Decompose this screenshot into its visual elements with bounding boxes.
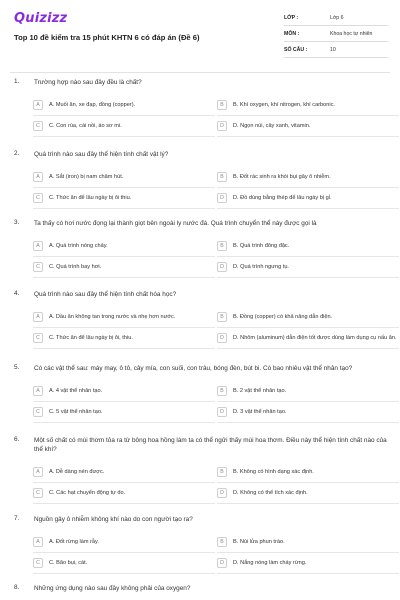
option-letter-box: D xyxy=(217,488,227,498)
option-text: D. Ngọn núi, cây xanh, vitamin. xyxy=(233,122,311,129)
option-text: C. Quá trình bay hơi. xyxy=(49,263,102,270)
meta-label: SỐ CÂU : xyxy=(284,46,308,53)
question-item xyxy=(0,364,400,436)
worksheet-title: Top 10 đề kiểm tra 15 phút KHTN 6 có đáp án (Đề 6) xyxy=(14,33,200,42)
option-text: D. 3 vật thể nhân tạo. xyxy=(233,408,287,415)
option-text: A. Dễ dàng nén được. xyxy=(49,468,105,475)
question-number: 8. xyxy=(14,584,20,591)
answer-option[interactable] xyxy=(217,257,399,278)
question-number: 3. xyxy=(14,219,20,226)
option-text: D. Nắng nóng làm cháy rừng. xyxy=(233,559,307,566)
option-letter-box: A xyxy=(33,386,43,396)
answer-option[interactable] xyxy=(33,116,215,137)
answer-option[interactable] xyxy=(33,188,215,209)
option-letter-box: D xyxy=(217,262,227,272)
question-item xyxy=(0,584,400,600)
answer-option[interactable] xyxy=(217,236,399,257)
answer-option[interactable] xyxy=(217,307,399,328)
answer-option[interactable] xyxy=(33,553,215,574)
option-letter-box: D xyxy=(217,121,227,131)
option-letter-box: D xyxy=(217,558,227,568)
answer-options xyxy=(33,381,400,423)
option-text: C. 5 vật thể nhân tạo. xyxy=(49,408,103,415)
answer-option[interactable] xyxy=(33,257,215,278)
question-item xyxy=(0,515,400,584)
question-text: Nguồn gây ô nhiễm không khí nào do con người tạo ra? xyxy=(34,516,193,523)
question-text: Có các vật thể sau: máy may, ô tô, cây mía, con suối, con trâu, bóng đèn, bút bi. Có bao nhiêu vật thể nhân tạo? xyxy=(34,365,353,372)
option-letter-box: D xyxy=(217,333,227,343)
quizizz-logo: Quizizz xyxy=(14,11,68,26)
worksheet-meta-table xyxy=(284,10,388,58)
answer-option[interactable] xyxy=(33,483,215,504)
option-letter-box: C xyxy=(33,488,43,498)
answer-option[interactable] xyxy=(33,95,215,116)
question-text: Quá trình nào sau đây thể hiện tính chất vật lý? xyxy=(34,151,169,158)
option-text: C. Thức ăn để lâu ngày bị ôi, thiu. xyxy=(49,334,133,341)
option-letter-box: A xyxy=(33,172,43,182)
question-list xyxy=(0,78,400,600)
question-number: 4. xyxy=(14,290,20,297)
question-item xyxy=(0,78,400,150)
option-letter-box: B xyxy=(217,172,227,182)
option-text: B. Đốt rác sinh ra khói bụi gây ô nhiễm. xyxy=(233,173,331,180)
question-item xyxy=(0,150,400,219)
answer-option[interactable] xyxy=(33,236,215,257)
question-text: Trường hợp nào sau đây đều là chất? xyxy=(34,79,142,86)
option-letter-box: B xyxy=(217,386,227,396)
option-text: C. Bão bụi, cát. xyxy=(49,559,88,566)
answer-option[interactable] xyxy=(217,462,399,483)
answer-option[interactable] xyxy=(33,402,215,423)
answer-option[interactable] xyxy=(217,402,399,423)
question-number: 6. xyxy=(14,436,20,443)
meta-value: Lớp 6 xyxy=(330,14,344,21)
answer-option[interactable] xyxy=(217,381,399,402)
option-letter-box: B xyxy=(217,312,227,322)
option-letter-box: B xyxy=(217,100,227,110)
question-text: Một số chất có mùi thơm tỏa ra từ bông hoa hồng làm ta có thể ngửi thấy mùi hoa thơm. Điều này thể hiện tính chất nào của thể khí? xyxy=(34,437,387,453)
answer-option[interactable] xyxy=(217,532,399,553)
option-text: B. Núi lửa phun trào. xyxy=(233,538,285,545)
answer-option[interactable] xyxy=(217,483,399,504)
answer-option[interactable] xyxy=(33,167,215,188)
option-letter-box: C xyxy=(33,121,43,131)
answer-option[interactable] xyxy=(33,381,215,402)
question-item xyxy=(0,436,400,515)
answer-option[interactable] xyxy=(33,532,215,553)
answer-option[interactable] xyxy=(217,95,399,116)
option-text: A. Đốt rừng làm rẫy. xyxy=(49,538,99,545)
answer-option[interactable] xyxy=(33,462,215,483)
option-text: B. Không có hình dạng xác định. xyxy=(233,468,314,475)
option-letter-box: B xyxy=(217,241,227,251)
question-number: 5. xyxy=(14,364,20,371)
option-text: A. Dầu ăn không tan trong nước và nhẹ hơn nước. xyxy=(49,313,176,320)
option-letter-box: C xyxy=(33,333,43,343)
option-letter-box: B xyxy=(217,467,227,477)
option-text: A. Sắt (iron) bị nam châm hút. xyxy=(49,173,124,180)
question-number: 2. xyxy=(14,150,20,157)
option-text: D. Đồ dùng bằng thép để lâu ngày bị gỉ. xyxy=(233,194,332,201)
answer-option[interactable] xyxy=(33,328,215,349)
question-number: 1. xyxy=(14,78,20,85)
question-item xyxy=(0,219,400,290)
question-text: Ta thấy có hơi nước đọng lại thành giọt bên ngoài ly nước đá. Quá trình chuyển thể này được gọi là xyxy=(34,220,317,227)
answer-option[interactable] xyxy=(33,307,215,328)
header-divider xyxy=(10,72,390,73)
option-letter-box: A xyxy=(33,537,43,547)
answer-option[interactable] xyxy=(217,328,399,349)
option-text: D. Không có thể tích xác định. xyxy=(233,489,308,496)
option-text: B. Quá trình đông đặc. xyxy=(233,242,290,249)
answer-options xyxy=(33,532,400,574)
option-letter-box: D xyxy=(217,193,227,203)
option-text: C. Con rùa, cái nồi, áo sơ mi. xyxy=(49,122,122,129)
question-number: 7. xyxy=(14,515,20,522)
option-letter-box: A xyxy=(33,312,43,322)
meta-row-question-count xyxy=(284,42,388,58)
option-letter-box: A xyxy=(33,100,43,110)
meta-row-grade xyxy=(284,10,388,26)
option-letter-box: C xyxy=(33,558,43,568)
answer-options xyxy=(33,307,400,349)
answer-option[interactable] xyxy=(217,553,399,574)
meta-label: LỚP : xyxy=(284,14,299,21)
meta-value: 10 xyxy=(330,46,336,53)
worksheet-header xyxy=(0,0,400,70)
answer-option[interactable] xyxy=(217,167,399,188)
option-letter-box: B xyxy=(217,537,227,547)
question-text: Những ứng dụng nào sau đây không phải của oxygen? xyxy=(34,585,191,592)
option-text: C. Thức ăn để lâu ngày bị ôi thiu. xyxy=(49,194,132,201)
option-letter-box: A xyxy=(33,467,43,477)
answer-options xyxy=(33,95,400,137)
option-text: B. Khí oxygen, khí nitrogen, khí carbonic. xyxy=(233,101,335,108)
option-letter-box: A xyxy=(33,241,43,251)
question-item xyxy=(0,290,400,364)
answer-option[interactable] xyxy=(217,116,399,137)
option-letter-box: C xyxy=(33,262,43,272)
answer-options xyxy=(33,167,400,209)
option-text: C. Các hạt chuyển động tự do. xyxy=(49,489,126,496)
option-text: B. Đồng (copper) có khả năng dẫn điện. xyxy=(233,313,333,320)
meta-row-subject xyxy=(284,26,388,42)
answer-options xyxy=(33,236,400,278)
meta-label: MÔN : xyxy=(284,30,300,37)
option-text: D. Nhôm (aluminum) dẫn điện tốt được dùng làm dụng cụ nấu ăn. xyxy=(233,334,397,341)
option-letter-box: C xyxy=(33,193,43,203)
answer-options xyxy=(33,462,400,504)
option-text: B. 2 vật thể nhân tạo. xyxy=(233,387,287,394)
meta-value: Khoa học tự nhiên xyxy=(330,30,373,37)
option-text: D. Quá trình ngưng tụ. xyxy=(233,263,289,270)
option-letter-box: C xyxy=(33,407,43,417)
option-text: A. 4 vật thể nhân tạo. xyxy=(49,387,103,394)
question-text: Quá trình nào sau đây thể hiện tính chất hóa học? xyxy=(34,291,177,298)
answer-option[interactable] xyxy=(217,188,399,209)
option-text: A. Muối ăn, xe đạp, đồng (copper). xyxy=(49,101,136,108)
option-text: A. Quá trình nóng chảy. xyxy=(49,242,108,249)
option-letter-box: D xyxy=(217,407,227,417)
